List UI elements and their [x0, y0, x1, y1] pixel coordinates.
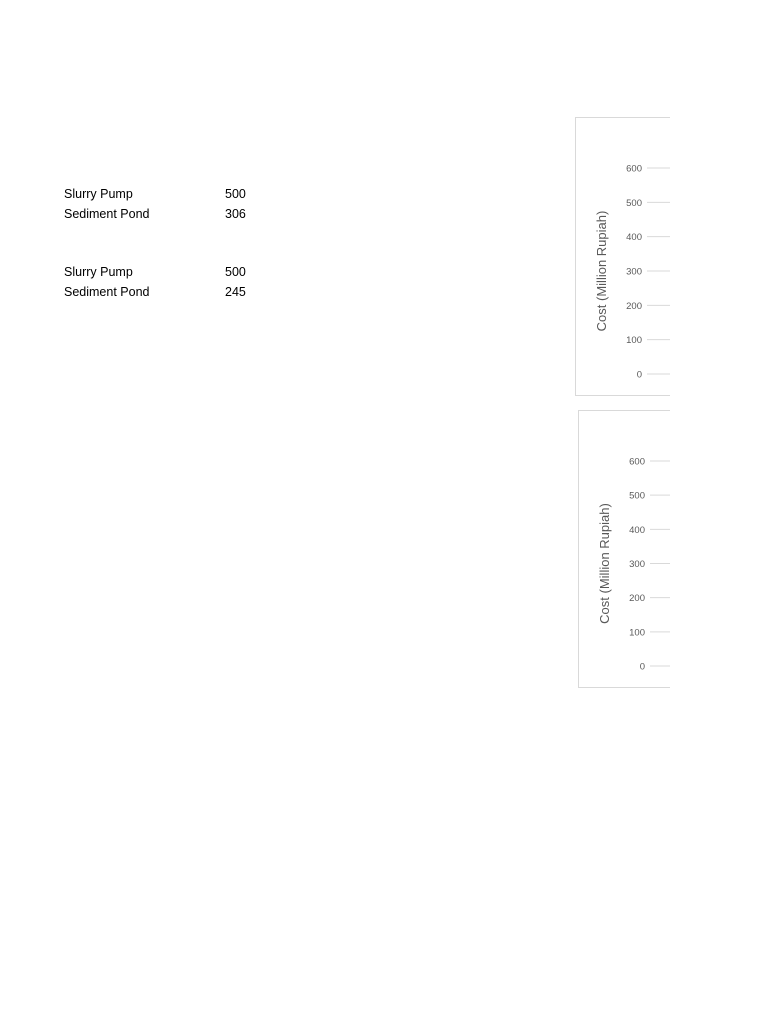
- row-value: 500: [225, 265, 246, 279]
- row-value: 245: [225, 284, 246, 299]
- cost-chart-2: [578, 410, 670, 688]
- row-label: Slurry Pump: [64, 187, 133, 201]
- cost-chart-1: [575, 117, 670, 396]
- y-tick-label: 600: [629, 456, 645, 468]
- y-tick-label: 300: [626, 266, 642, 278]
- y-tick-label: 0: [639, 661, 645, 673]
- y-tick-label: 300: [629, 559, 645, 570]
- y-tick-label: 200: [629, 593, 645, 605]
- y-axis-title: Cost (Million Rupiah): [594, 210, 609, 332]
- y-tick-label: 600: [626, 163, 642, 175]
- y-tick-label: 400: [629, 524, 645, 536]
- row-value: 500: [225, 187, 246, 201]
- chart-canvas: [576, 118, 670, 396]
- y-tick-label: 100: [629, 627, 645, 639]
- y-tick-label: 500: [629, 490, 645, 502]
- y-tick-label: 500: [626, 197, 642, 209]
- y-tick-label: 200: [626, 300, 642, 312]
- row-label: Sediment Pond: [64, 284, 150, 299]
- row-label: Slurry Pump: [64, 265, 133, 279]
- y-tick-label: 100: [626, 335, 642, 347]
- row-label: Sediment Pond: [64, 206, 150, 221]
- y-tick-label: 0: [636, 369, 642, 381]
- chart-canvas: [579, 411, 670, 688]
- y-axis-title: Cost (Million Rupiah): [597, 503, 612, 624]
- row-value: 306: [225, 206, 246, 221]
- y-tick-label: 400: [626, 232, 642, 244]
